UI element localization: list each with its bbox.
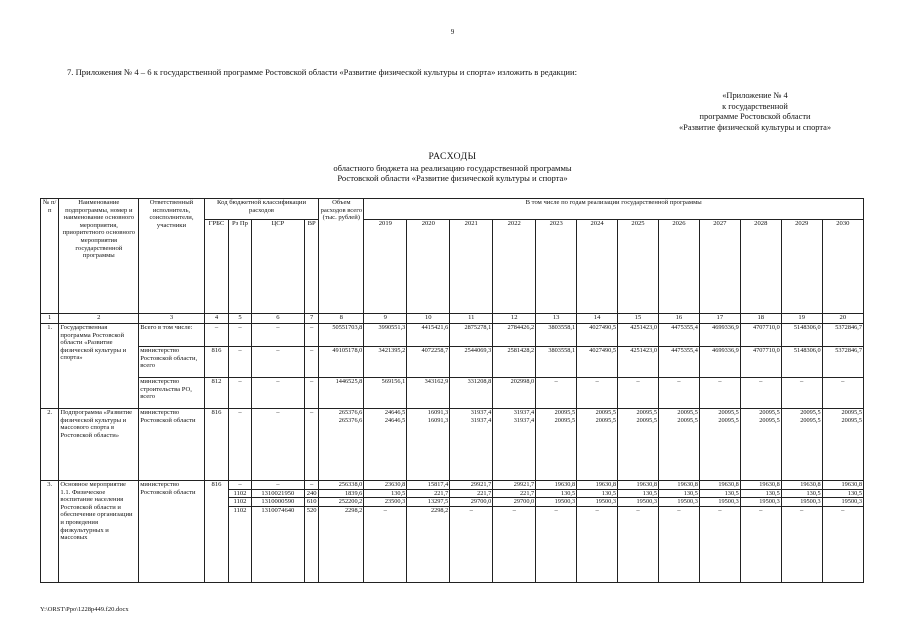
year-value: 16091,3 bbox=[427, 416, 449, 424]
year-value: 19630,8 bbox=[658, 481, 699, 490]
file-path-footer: Y:\ORST\Ppo\1228p449.f20.docx bbox=[40, 606, 129, 613]
year-value: 19500,3 bbox=[740, 498, 781, 507]
row-name: Основное мероприятие 1.1. Физическое воспитание населения Ростовской области и обеспечение организации и проведения физкультурных и массовых bbox=[59, 481, 139, 583]
year-value: – bbox=[699, 378, 740, 409]
row-total bbox=[319, 409, 364, 481]
code-grbs: 812 bbox=[204, 378, 229, 409]
header-years-group: В том числе по годам реализации государственной программы bbox=[364, 199, 864, 220]
appendix-line-3: программе Ростовской области bbox=[699, 112, 811, 121]
code-rzpr: 1102 bbox=[229, 498, 252, 507]
year-value: 31937,4 bbox=[470, 409, 492, 416]
code-rzpr: – bbox=[229, 481, 252, 490]
year-value: 331208,8 bbox=[450, 378, 493, 409]
year-value: 4072258,7 bbox=[407, 347, 450, 378]
col-index: 18 bbox=[740, 314, 781, 324]
year-value: 20095,5 bbox=[759, 409, 780, 416]
appendix-line-2: к государственной bbox=[722, 101, 788, 111]
year-value: 31937,4 bbox=[513, 409, 535, 416]
code-grbs: – bbox=[204, 324, 229, 347]
year-value: – bbox=[781, 378, 822, 409]
appendix-line-4: «Развитие физической культуры и спорта» bbox=[678, 122, 832, 132]
year-value: 20095,5 bbox=[718, 409, 739, 416]
code-csr: – bbox=[251, 347, 304, 378]
code-vr: 520 bbox=[304, 506, 318, 582]
year-value: 4699336,9 bbox=[699, 324, 740, 347]
col-index: 16 bbox=[658, 314, 699, 324]
year-value: 221,7 bbox=[450, 489, 493, 498]
header-year: 2028 bbox=[740, 220, 781, 314]
year-value: 569156,1 bbox=[364, 378, 407, 409]
year-value: 5148306,0 bbox=[781, 347, 822, 378]
year-value: 130,5 bbox=[781, 489, 822, 498]
year-value: – bbox=[618, 378, 659, 409]
year-value: 4027490,5 bbox=[577, 324, 618, 347]
year-value: 20095,5 bbox=[800, 409, 821, 416]
header-year: 2019 bbox=[364, 220, 407, 314]
year-value: 130,5 bbox=[658, 489, 699, 498]
year-cell bbox=[536, 409, 577, 481]
table-row bbox=[41, 378, 864, 409]
code-vr: – bbox=[304, 347, 318, 378]
code-csr: – bbox=[251, 409, 304, 481]
code-vr: 240 bbox=[304, 489, 318, 498]
col-index: 2 bbox=[59, 314, 139, 324]
code-csr: 1310000590 bbox=[251, 498, 304, 507]
year-value: 20095,5 bbox=[677, 416, 698, 424]
header-year: 2025 bbox=[618, 220, 659, 314]
year-cell bbox=[493, 409, 536, 481]
year-value: 20095,5 bbox=[595, 409, 617, 416]
year-value: – bbox=[699, 506, 740, 582]
year-value: 20095,5 bbox=[841, 409, 862, 416]
title-sub-1: областного бюджета на реализацию государственной программы bbox=[333, 162, 572, 173]
col-index: 6 bbox=[251, 314, 304, 324]
year-value: – bbox=[536, 378, 577, 409]
code-grbs: 816 bbox=[204, 409, 229, 481]
col-index: 11 bbox=[450, 314, 493, 324]
header-rzpr: Рз Пр bbox=[229, 220, 252, 314]
table-row bbox=[41, 347, 864, 378]
year-value: – bbox=[536, 506, 577, 582]
year-value: – bbox=[577, 506, 618, 582]
code-csr: – bbox=[251, 378, 304, 409]
year-value: 19630,8 bbox=[781, 481, 822, 490]
year-value: 19630,8 bbox=[822, 481, 863, 490]
year-value: – bbox=[822, 506, 863, 582]
row-num: 3. bbox=[41, 481, 59, 583]
year-cell bbox=[364, 409, 407, 481]
year-value: 5372846,7 bbox=[822, 324, 863, 347]
year-value: 2875278,1 bbox=[450, 324, 493, 347]
year-value: 4027490,5 bbox=[577, 347, 618, 378]
column-index-row bbox=[41, 314, 864, 324]
header-executor: Ответственный исполнитель, соисполнители, участники bbox=[139, 199, 204, 314]
year-value: 23500,3 bbox=[364, 498, 407, 507]
code-rzpr: – bbox=[229, 347, 252, 378]
year-value: 19630,8 bbox=[740, 481, 781, 490]
row-name: Подпрограмма «Развитие физической культуры и массового спорта в Ростовской области» bbox=[59, 409, 139, 481]
code-csr: 1310021950 bbox=[251, 489, 304, 498]
code-vr: – bbox=[304, 324, 318, 347]
year-value: 15817,4 bbox=[407, 481, 450, 490]
year-value: 20095,5 bbox=[636, 409, 657, 416]
col-index: 19 bbox=[781, 314, 822, 324]
year-cell bbox=[407, 409, 450, 481]
page-number: 9 bbox=[450, 28, 455, 36]
year-value: 343162,9 bbox=[407, 378, 450, 409]
year-value: 19500,3 bbox=[658, 498, 699, 507]
code-csr: – bbox=[251, 324, 304, 347]
year-value: 24646,5 bbox=[384, 409, 406, 416]
year-value: 16091,3 bbox=[427, 409, 449, 416]
year-cell bbox=[740, 409, 781, 481]
code-rzpr: – bbox=[229, 409, 252, 481]
code-rzpr: – bbox=[229, 324, 252, 347]
year-value: 19500,3 bbox=[618, 498, 659, 507]
header-name: Наименование подпрограммы, номер и наименование основного мероприятия, приоритетного основного мероприятия государственной программы bbox=[59, 199, 139, 314]
year-value: 20095,5 bbox=[677, 409, 698, 416]
row-name: Государственная программа Ростовской области «Развитие физической культуры и спорта» bbox=[59, 324, 139, 409]
year-value: 3421395,2 bbox=[364, 347, 407, 378]
header-codes: Код бюджетной классификации расходов bbox=[204, 199, 319, 220]
year-value: 4707710,0 bbox=[740, 347, 781, 378]
code-rzpr: 1102 bbox=[229, 489, 252, 498]
code-grbs: 816 bbox=[204, 347, 229, 378]
col-index: 17 bbox=[699, 314, 740, 324]
row-total: 252200,2 bbox=[319, 498, 364, 507]
header-year: 2030 bbox=[822, 220, 863, 314]
year-value: 4699336,9 bbox=[699, 347, 740, 378]
header-year: 2023 bbox=[536, 220, 577, 314]
col-index: 5 bbox=[229, 314, 252, 324]
row-total: 49105178,0 bbox=[319, 347, 364, 378]
header-volume: Объем расходов всего (тыс. рублей) bbox=[319, 199, 364, 314]
code-rzpr: 1102 bbox=[229, 506, 252, 582]
year-value: 130,5 bbox=[364, 489, 407, 498]
year-value: 19500,3 bbox=[699, 498, 740, 507]
year-value: 2298,2 bbox=[407, 506, 450, 582]
year-value: – bbox=[658, 506, 699, 582]
code-csr: 1310074640 bbox=[251, 506, 304, 582]
year-value: 5372846,7 bbox=[822, 347, 863, 378]
year-value: 130,5 bbox=[536, 489, 577, 498]
row-total: 1446525,8 bbox=[319, 378, 364, 409]
year-value: – bbox=[577, 378, 618, 409]
year-value: 20095,5 bbox=[759, 416, 780, 424]
year-value: 2581428,2 bbox=[493, 347, 536, 378]
year-value: 3803558,1 bbox=[536, 324, 577, 347]
code-csr: – bbox=[251, 481, 304, 490]
year-value: 19500,3 bbox=[781, 498, 822, 507]
row-executor: министерство Ростовской области bbox=[139, 481, 204, 583]
year-value: 20095,5 bbox=[554, 409, 576, 416]
code-grbs: 816 bbox=[204, 481, 229, 583]
year-cell bbox=[699, 409, 740, 481]
year-cell bbox=[450, 409, 493, 481]
expenses-table bbox=[40, 198, 864, 583]
year-value: 29700,0 bbox=[493, 498, 536, 507]
year-value: 20095,5 bbox=[800, 416, 821, 424]
document-title bbox=[0, 152, 905, 184]
year-value: 24646,5 bbox=[384, 416, 406, 424]
year-value: 130,5 bbox=[577, 489, 618, 498]
col-index: 14 bbox=[577, 314, 618, 324]
year-value: 20095,5 bbox=[554, 416, 576, 424]
year-value: 23630,8 bbox=[364, 481, 407, 490]
year-value: 29921,7 bbox=[450, 481, 493, 490]
year-value: 3803558,1 bbox=[536, 347, 577, 378]
year-value: 4475355,4 bbox=[658, 347, 699, 378]
header-vr: ВР bbox=[304, 220, 318, 314]
header-year: 2026 bbox=[658, 220, 699, 314]
code-vr: – bbox=[304, 481, 318, 490]
year-value: 130,5 bbox=[618, 489, 659, 498]
year-value: 221,7 bbox=[493, 489, 536, 498]
year-value: – bbox=[493, 506, 536, 582]
row-executor: Всего в том числе: bbox=[139, 324, 204, 347]
row-executor: министерство Ростовской области bbox=[139, 409, 204, 481]
year-value: 19500,3 bbox=[822, 498, 863, 507]
header-year: 2021 bbox=[450, 220, 493, 314]
year-value: – bbox=[618, 506, 659, 582]
year-value: 20095,5 bbox=[636, 416, 657, 424]
header-csr: ЦСР bbox=[251, 220, 304, 314]
row-executor: министерство строительства РО, всего bbox=[139, 378, 204, 409]
year-value: – bbox=[658, 378, 699, 409]
year-value: 4475355,4 bbox=[658, 324, 699, 347]
year-value: 20095,5 bbox=[841, 416, 862, 424]
year-value: 221,7 bbox=[407, 489, 450, 498]
year-value: 2784426,2 bbox=[493, 324, 536, 347]
year-value: – bbox=[781, 506, 822, 582]
header-num: № п/п bbox=[41, 199, 59, 314]
table-row bbox=[41, 409, 864, 481]
year-cell bbox=[577, 409, 618, 481]
year-value: 2544069,3 bbox=[450, 347, 493, 378]
title-sub-2: Ростовской области «Развитие физической культуры и спорта» bbox=[337, 173, 568, 183]
year-value: 202998,0 bbox=[493, 378, 536, 409]
col-index: 13 bbox=[536, 314, 577, 324]
year-value: 20095,5 bbox=[718, 416, 739, 424]
year-value: 31937,4 bbox=[513, 416, 535, 424]
col-index: 9 bbox=[364, 314, 407, 324]
col-index: 10 bbox=[407, 314, 450, 324]
code-vr: 610 bbox=[304, 498, 318, 507]
year-cell bbox=[822, 409, 863, 481]
row-executor: министерство Ростовской области, всего bbox=[139, 347, 204, 378]
intro-paragraph: 7. Приложения № 4 – 6 к государственной программе Ростовской области «Развитие физической культуры и спорта» изложить в редакции: bbox=[67, 67, 577, 77]
col-index: 12 bbox=[493, 314, 536, 324]
year-value: 130,5 bbox=[699, 489, 740, 498]
code-vr: – bbox=[304, 378, 318, 409]
year-value: 130,5 bbox=[740, 489, 781, 498]
year-value: 4251423,0 bbox=[618, 324, 659, 347]
col-index: 7 bbox=[304, 314, 318, 324]
year-value: – bbox=[740, 378, 781, 409]
year-value: – bbox=[740, 506, 781, 582]
year-value: 19630,8 bbox=[618, 481, 659, 490]
year-value: 3990551,3 bbox=[364, 324, 407, 347]
col-index: 1 bbox=[41, 314, 59, 324]
year-value: 19500,3 bbox=[536, 498, 577, 507]
appendix-line-1: «Приложение № 4 bbox=[722, 91, 788, 100]
year-value: 4415421,6 bbox=[407, 324, 450, 347]
year-cell bbox=[618, 409, 659, 481]
row-total: 1839,6 bbox=[319, 489, 364, 498]
year-value: 29700,0 bbox=[450, 498, 493, 507]
year-value: 13297,5 bbox=[407, 498, 450, 507]
header-year: 2024 bbox=[577, 220, 618, 314]
col-index: 3 bbox=[139, 314, 204, 324]
row-num: 2. bbox=[41, 409, 59, 481]
row-total: 256338,0 bbox=[319, 481, 364, 490]
appendix-heading bbox=[640, 91, 870, 133]
header-year: 2020 bbox=[407, 220, 450, 314]
year-value: 5148306,0 bbox=[781, 324, 822, 347]
total-value: 265376,6 bbox=[338, 416, 363, 424]
col-index: 15 bbox=[618, 314, 659, 324]
year-value: 29921,7 bbox=[493, 481, 536, 490]
total-value: 265376,6 bbox=[338, 409, 363, 416]
title-main: РАСХОДЫ bbox=[428, 151, 477, 162]
year-value: 19630,8 bbox=[536, 481, 577, 490]
header-year: 2027 bbox=[699, 220, 740, 314]
row-total: 50551703,8 bbox=[319, 324, 364, 347]
year-value: – bbox=[822, 378, 863, 409]
year-value: 31937,4 bbox=[470, 416, 492, 424]
header-grbs: ГРБС bbox=[204, 220, 229, 314]
header-year: 2022 bbox=[493, 220, 536, 314]
year-cell bbox=[658, 409, 699, 481]
year-value: – bbox=[364, 506, 407, 582]
year-value: 4251423,0 bbox=[618, 347, 659, 378]
year-value: 19630,8 bbox=[577, 481, 618, 490]
header-year: 2029 bbox=[781, 220, 822, 314]
col-index: 8 bbox=[319, 314, 364, 324]
code-vr: – bbox=[304, 409, 318, 481]
year-value: 19630,8 bbox=[699, 481, 740, 490]
year-value: 4707710,0 bbox=[740, 324, 781, 347]
row-total: 2298,2 bbox=[319, 506, 364, 582]
year-value: 130,5 bbox=[822, 489, 863, 498]
row-num: 1. bbox=[41, 324, 59, 409]
code-rzpr: – bbox=[229, 378, 252, 409]
col-index: 20 bbox=[822, 314, 863, 324]
table-row bbox=[41, 481, 864, 490]
table-row bbox=[41, 324, 864, 347]
year-value: 19500,3 bbox=[577, 498, 618, 507]
year-value: 20095,5 bbox=[595, 416, 617, 424]
year-value: – bbox=[450, 506, 493, 582]
year-cell bbox=[781, 409, 822, 481]
col-index: 4 bbox=[204, 314, 229, 324]
